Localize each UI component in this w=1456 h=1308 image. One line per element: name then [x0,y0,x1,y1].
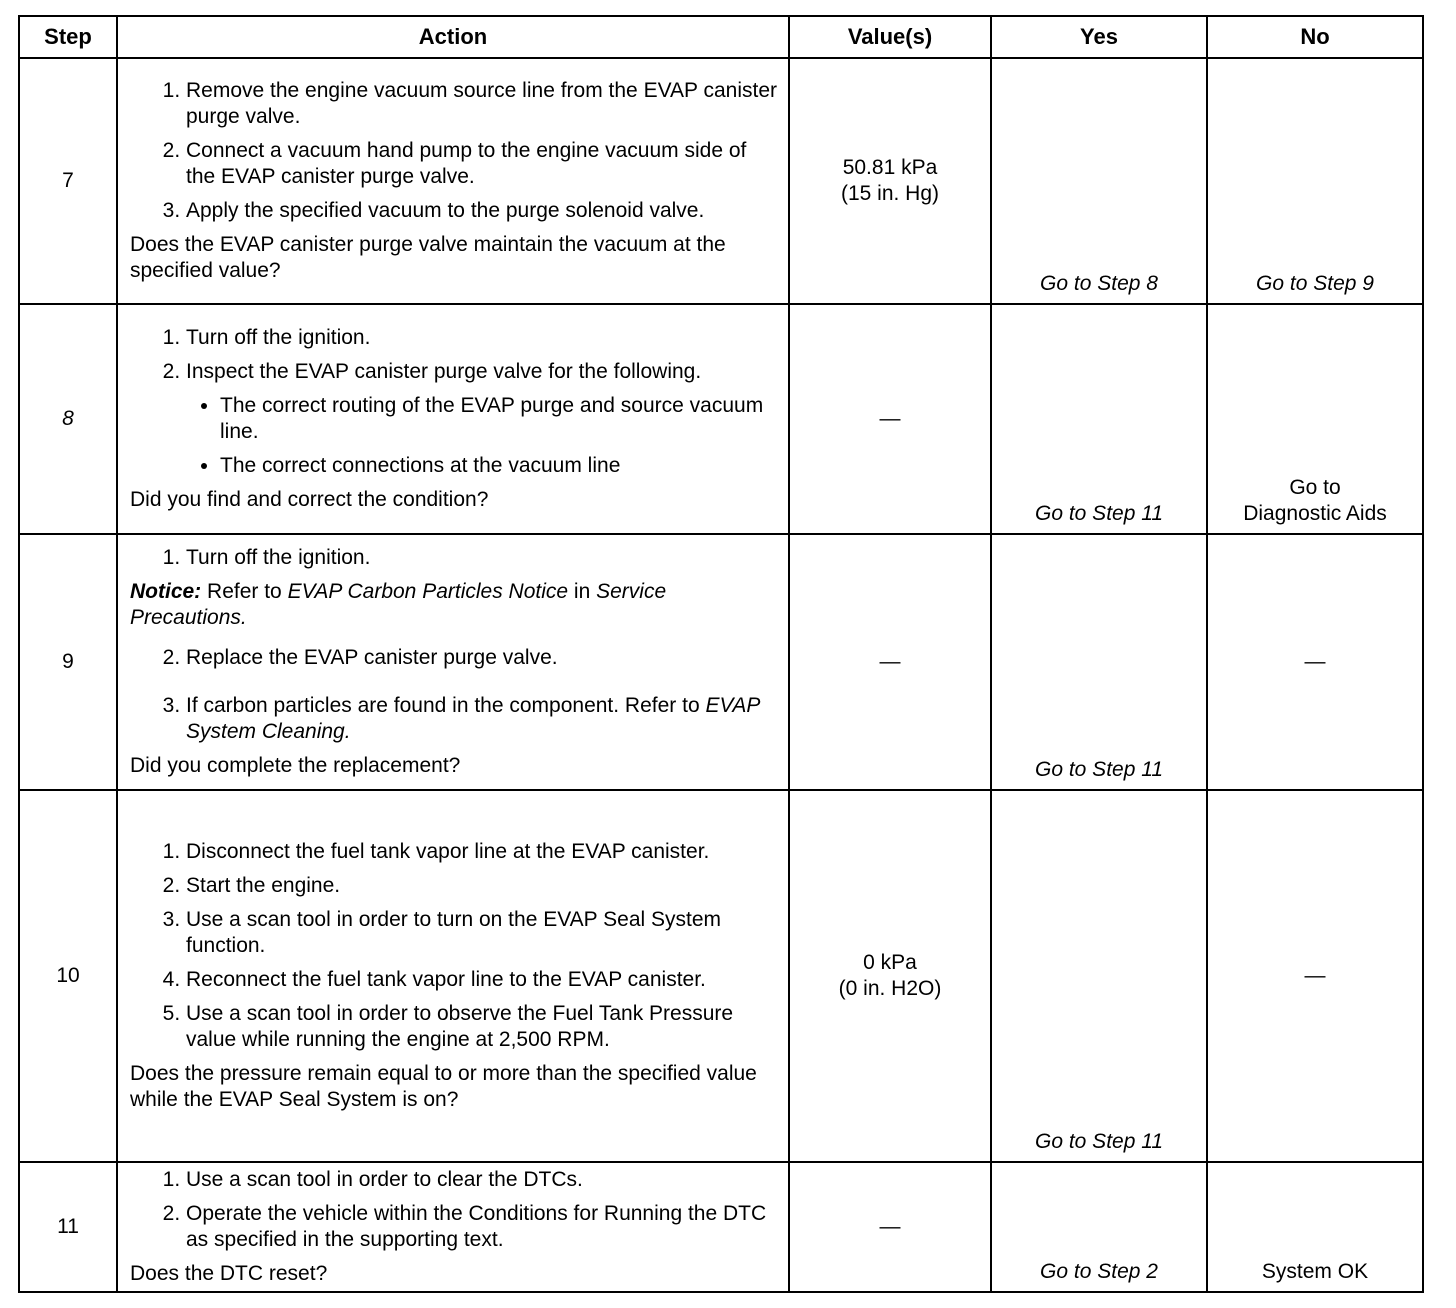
bullet-item: • The correct routing of the EVAP purge and source vacuum line. [220,393,778,445]
action-item: 5. Use a scan tool in order to observe the Fuel Tank Pressure value while running the engine at 2,500 RPM. [186,1001,778,1053]
action-cell [117,1162,789,1292]
value-line: 50.81 kPa [842,156,938,179]
action-item-text: Inspect the EVAP canister purge valve for the following. [186,360,702,383]
action-reference[interactable]: EVAP System Cleaning. [186,694,760,743]
action-list [130,325,778,479]
action-item: 1. Turn off the ignition. [186,325,778,351]
bullet-list [186,393,778,479]
no-cell [1207,58,1423,304]
step-number: 9 [19,534,117,790]
step-number: 7 [19,58,117,304]
action-question: Does the EVAP canister purge valve maintain the vacuum at the specified value? [130,233,726,282]
table-row [19,58,1423,304]
action-question: Does the DTC reset? [130,1262,328,1285]
no-cell: — [1207,534,1423,790]
yes-cell [991,1162,1207,1292]
value-cell: — [789,1162,991,1292]
action-item: 4. Reconnect the fuel tank vapor line to the EVAP canister. [186,967,778,993]
table-row [19,1162,1423,1292]
table-row [19,304,1423,534]
yes-link[interactable]: Go to Step 8 [1040,272,1158,295]
action-list [130,645,778,745]
step-number: 8 [19,304,117,534]
notice-reference[interactable]: EVAP Carbon Particles Notice [287,580,569,603]
header-step: Step [19,16,117,58]
table-row [19,534,1423,790]
yes-cell [991,304,1207,534]
action-item: 1. Use a scan tool in order to clear the DTCs. [186,1167,778,1193]
action-list [130,1167,778,1253]
action-item [186,693,778,745]
action-question: Did you complete the replacement? [130,754,461,777]
yes-link[interactable]: Go to Step 2 [1040,1260,1158,1283]
no-link[interactable]: Go to Step 9 [1256,272,1374,295]
action-cell [117,790,789,1162]
value-line: (15 in. Hg) [840,182,940,205]
action-item: 1. Disconnect the fuel tank vapor line at the EVAP canister. [186,839,778,865]
yes-cell [991,790,1207,1162]
notice-reference[interactable]: Service Precautions. [130,580,667,629]
no-link[interactable]: Go to [1289,476,1341,499]
yes-link[interactable]: Go to Step 11 [1034,502,1164,525]
action-item-text: If carbon particles are found in the component. Refer to [186,694,706,717]
yes-cell [991,58,1207,304]
action-item: 1. Turn off the ignition. [186,545,778,571]
header-values: Value(s) [789,16,991,58]
step-number: 10 [19,790,117,1162]
no-cell: — [1207,790,1423,1162]
value-cell [789,790,991,1162]
action-item: 2. Replace the EVAP canister purge valve. [186,645,778,671]
step-number: 11 [19,1162,117,1292]
header-action: Action [117,16,789,58]
action-item: 1. Remove the engine vacuum source line from the EVAP canister purge valve. [186,78,778,130]
yes-cell [991,534,1207,790]
table-row [19,790,1423,1162]
value-cell: — [789,534,991,790]
yes-link[interactable]: Go to Step 11 [1034,758,1164,781]
action-item [186,359,778,479]
bullet-item: • The correct connections at the vacuum line [220,453,778,479]
action-question: Does the pressure remain equal to or more than the specified value while the EVAP Seal System is on? [130,1062,757,1111]
yes-link[interactable]: Go to Step 11 [1034,1130,1164,1153]
diagnostic-table [18,15,1424,1293]
action-list [130,545,778,571]
value-cell [789,58,991,304]
value-line: 0 kPa [863,951,917,974]
notice [130,579,778,631]
no-cell: System OK [1207,1162,1423,1292]
action-list [130,839,778,1053]
action-cell [117,304,789,534]
action-item: 2. Start the engine. [186,873,778,899]
no-cell [1207,304,1423,534]
no-link[interactable]: Diagnostic Aids [1243,502,1387,525]
action-item: 3. Use a scan tool in order to turn on the EVAP Seal System function. [186,907,778,959]
header-yes: Yes [991,16,1207,58]
header-row [19,16,1423,58]
action-item: 2. Connect a vacuum hand pump to the engine vacuum side of the EVAP canister purge valve. [186,138,778,190]
value-line: (0 in. H2O) [838,977,942,1000]
action-item: 3. Apply the specified vacuum to the purge solenoid valve. [186,198,778,224]
value-cell: — [789,304,991,534]
notice-text: in [568,580,597,603]
action-cell [117,58,789,304]
action-item: 2. Operate the vehicle within the Conditions for Running the DTC as specified in the supporting text. [186,1201,778,1253]
notice-text: Refer to [201,580,288,603]
action-cell [117,534,789,790]
header-no: No [1207,16,1423,58]
action-question: Did you find and correct the condition? [130,488,489,511]
notice-label: Notice: [130,580,202,603]
action-list [130,78,778,224]
